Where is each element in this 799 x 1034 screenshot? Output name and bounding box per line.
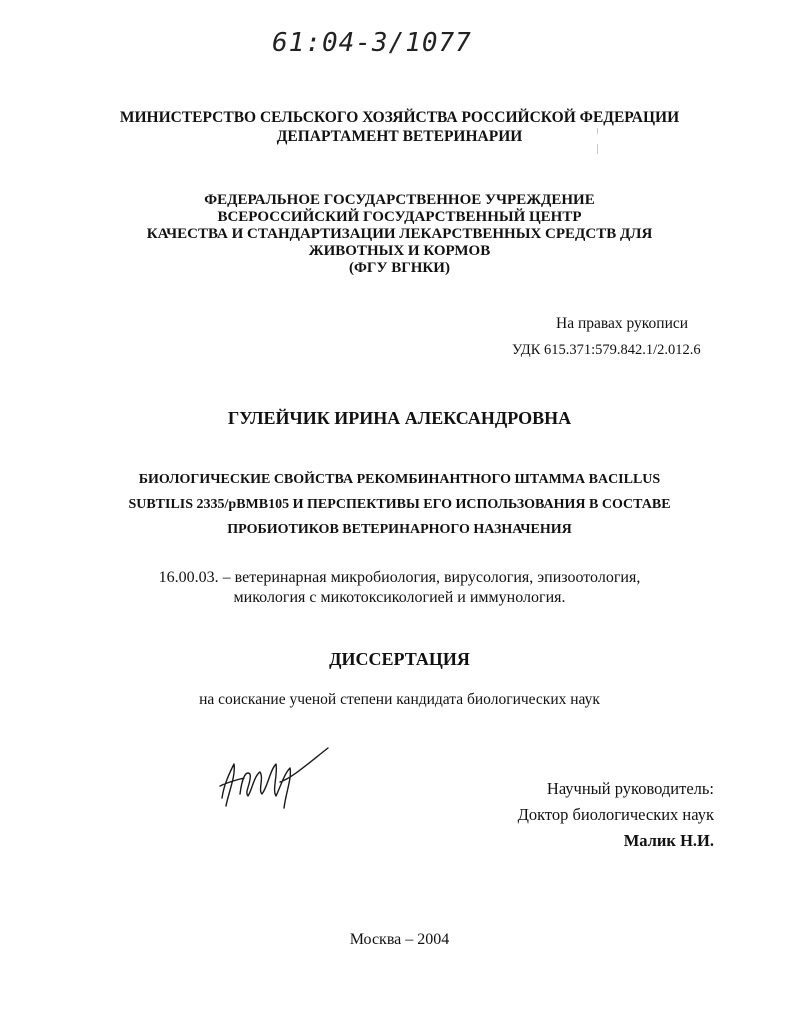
institution-line-2: ВСЕРОССИЙСКИЙ ГОСУДАРСТВЕННЫЙ ЦЕНТР — [217, 209, 582, 225]
ministry-header — [0, 108, 799, 146]
manuscript-rights: На правах рукописи — [556, 315, 689, 332]
handwritten-signature — [214, 734, 334, 818]
ministry-line-2: ДЕПАРТАМЕНТ ВЕТЕРИНАРИИ — [276, 128, 523, 145]
institution-line-4: ЖИВОТНЫХ И КОРМОВ — [308, 243, 491, 259]
archive-stamp-number: 61:04-3/1077 — [272, 28, 472, 58]
degree-statement: на соискание ученой степени кандидата биологических наук — [199, 691, 600, 708]
title-line-2: SUBTILIS 2335/pBMB105 И ПЕРСПЕКТИВЫ ЕГО ИСПОЛЬЗОВАНИЯ В СОСТАВЕ — [128, 497, 671, 512]
institution-line-3: КАЧЕСТВА И СТАНДАРТИЗАЦИИ ЛЕКАРСТВЕННЫХ СРЕДСТВ ДЛЯ — [146, 226, 653, 242]
advisor-degree: Доктор биологических наук — [517, 805, 714, 824]
ministry-line-1: МИНИСТЕРСТВО СЕЛЬСКОГО ХОЗЯЙСТВА РОССИЙСКОЙ ФЕДЕРАЦИИ — [119, 109, 680, 126]
udk-code: УДК 615.371:579.842.1/2.012.6 — [512, 342, 701, 358]
title-line-1: БИОЛОГИЧЕСКИЕ СВОЙСТВА РЕКОМБИНАНТНОГО ШТАММА BACILLUS — [138, 472, 661, 487]
institution-header — [0, 192, 799, 277]
document-type: ДИССЕРТАЦИЯ — [329, 649, 470, 669]
city-year: Москва – 2004 — [349, 931, 450, 948]
dissertation-title — [0, 467, 799, 542]
scientific-advisor — [518, 776, 714, 854]
advisor-role: Научный руководитель: — [546, 779, 714, 798]
institution-line-1: ФЕДЕРАЛЬНОЕ ГОСУДАРСТВЕННОЕ УЧРЕЖДЕНИЕ — [204, 192, 595, 208]
specialty-code — [0, 568, 799, 608]
title-line-3: ПРОБИОТИКОВ ВЕТЕРИНАРНОГО НАЗНАЧЕНИЯ — [227, 522, 572, 537]
specialty-line-2: микология с микотоксикологией и иммунология. — [233, 589, 566, 606]
specialty-line-1: 16.00.03. – ветеринарная микробиология, вирусология, эпизоотология, — [158, 569, 641, 586]
institution-line-5: (ФГУ ВГНКИ) — [349, 260, 450, 276]
advisor-name: Малик Н.И. — [623, 831, 714, 850]
author-name: ГУЛЕЙЧИК ИРИНА АЛЕКСАНДРОВНА — [227, 408, 572, 428]
